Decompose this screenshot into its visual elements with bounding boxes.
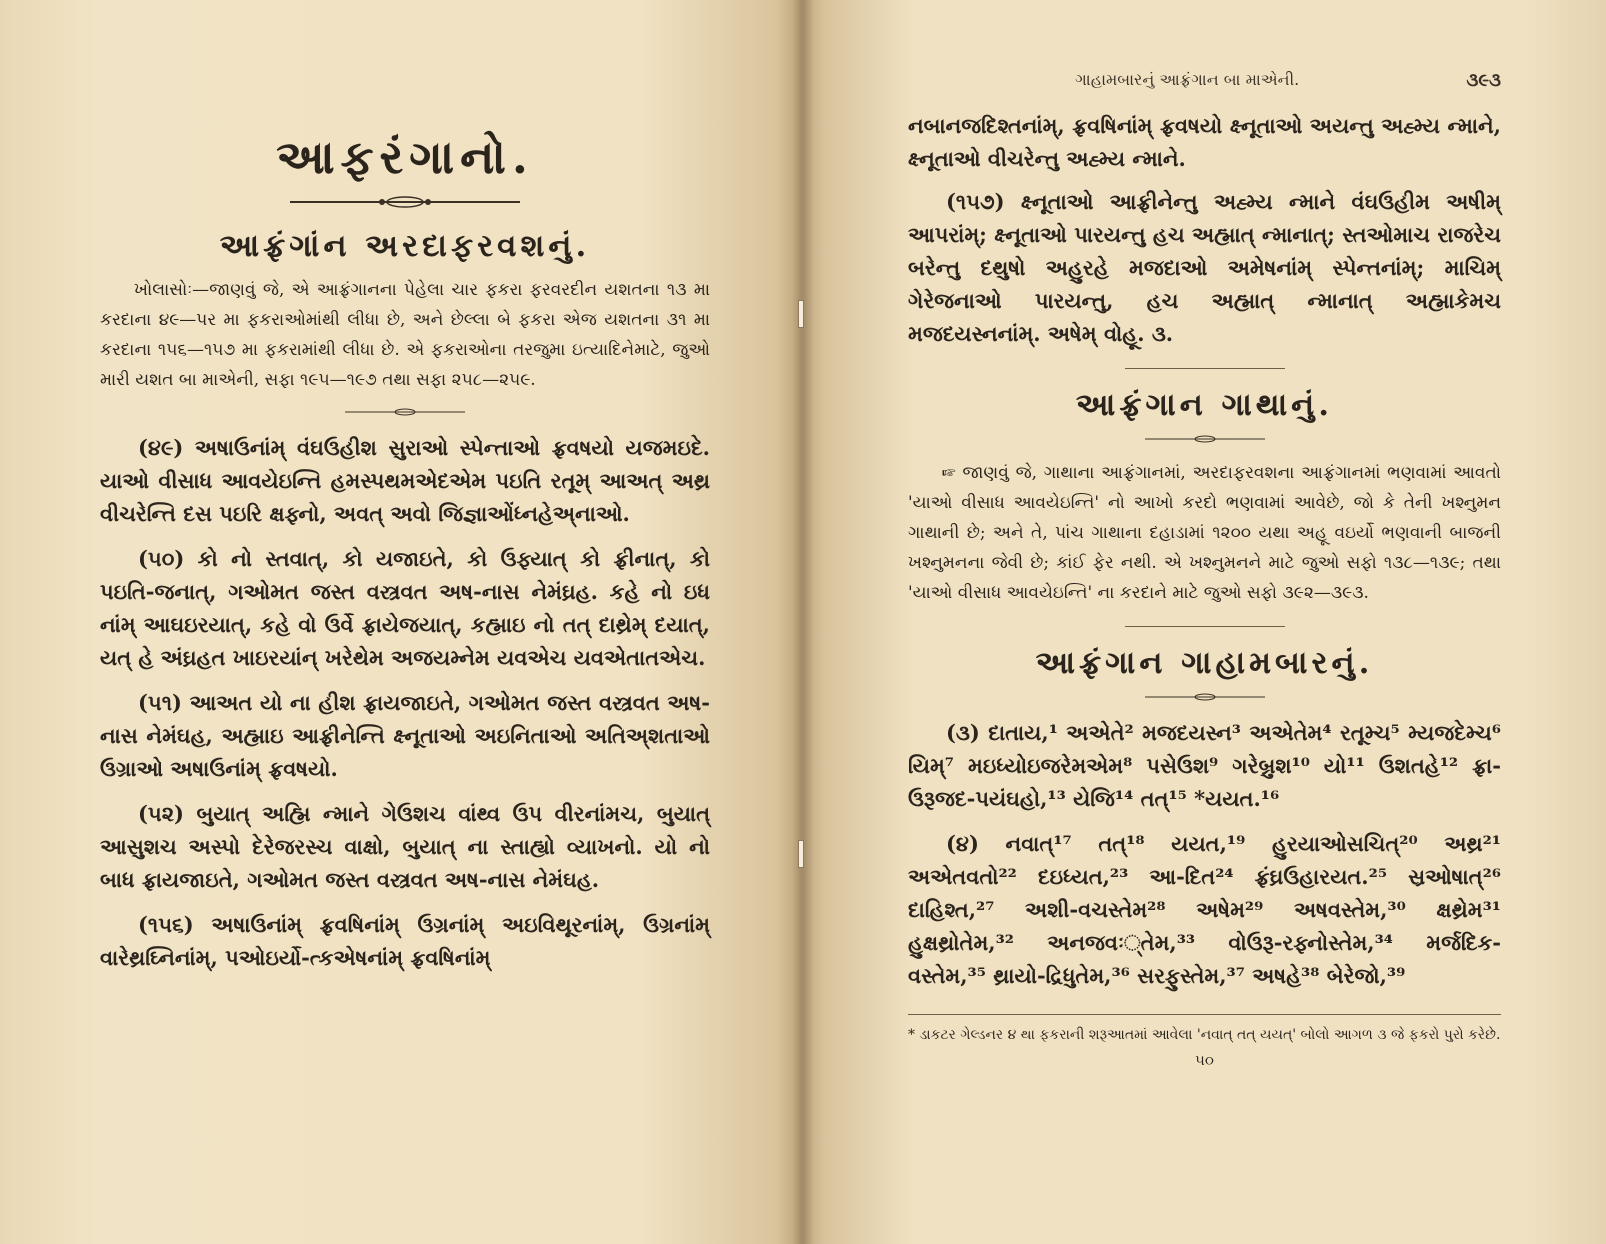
binding-stitch: [798, 840, 804, 868]
section-title-ardafravash: આફ્રંગાંન અરદાફરવશનું.: [219, 228, 591, 264]
intro-note: ખોલાસોઃ—જાણવું જે, એ આફ્રંગાનના પેહેલા ચાર ફકરા ફરવરદીન યશતના ૧૩ મા કરદાના ૪૯—પર મા ફકરાઓમાંથી લીધા છે, અને છેલ્લા બે ફકરા એજ યશતના ૩૧ મા કરદાના ૧૫૬—૧૫૭ મા ફકરામાંથી લીધા છે. એ ફકરાઓના તરજુમા ઇત્યાદિનેમાટે, જુઓ મારી યશત બા માએની, સફા ૧૯૫—૧૯૭ તથા સફા ૨૫૮—૨૫૯.: [100, 280, 710, 390]
left-page: [0, 0, 800, 1244]
gatha-note: ☞ જાણવું જે, ગાથાના આફ્રંગાનમાં, અરદાફરવશના આફ્રંગાનમાં ભણવામાં આવતો 'યાઓ વીસાધ આવયેઇન્તિ' નો આખો કરદો ભણવામાં આવેછે, જો કે તેની ખશ્નુમન ગાથાની છે; અને તે, પાંચ ગાથાના દહાડામાં ૧૨૦૦ યથા અહૂ વઇર્યો ભણવાની બાજની ખશ્નુમનના જેવી છે; કાંઈ ફેર નથી. એ ખશ્નુમનને માટે જુઓ સફો ૧૩૮—૧૩૯; તથા 'યાઓ વીસાધ આવયેઇન્તિ' ના કરદાને માટે જુઓ સફો ૩૯૨—૩૯૩.: [908, 463, 1501, 603]
verse-156-continued: નબાનજદિશ્તનાંમ્, ફ્રવષિનાંમ્ ફ્રવષયો ક્ષ્નૂતાઓ અયન્તુ અહ્મ્ય ન્માને, ક્ષ્નૂતાઓ વીચરેન્તુ અહ્મ્ય ન્માને.: [908, 113, 1501, 171]
small-ornament: [345, 407, 465, 417]
footnote-rule: [908, 1014, 1501, 1015]
divider-rule: [1125, 368, 1285, 369]
binding-stitch: [798, 300, 804, 328]
chapter-title: આફરંગાનો.: [276, 130, 534, 184]
verse-50: (૫૦) કો નો સ્તવાત્, કો યજાઇતે, કો ઉફ્યાત્ કો ફ્રીનાત્, કો પઇતિ-જનાત્, ગઓમત જસ્ત વસ્ત્રવત અષ-નાસ નેમંઘ્રહ. કહે નો ઇધ નાંમ્ આઘઇરયાત્, કહે વો ઉર્વે ફ્રાયેજયાત્, કહ્માઇ નો તત્ દાથ્રેમ્ દયાત્, યત્ હે અંઘ્રહત ખાઇરયાંન્ ખરેથેમ અજયમ્નેમ યવએચ યવએતાતએચ.: [100, 546, 710, 670]
ornament-divider: [290, 194, 520, 210]
footnote: * ડાકટર ગેલ્ડનર ૪ થા ફકરાની શરૂઆતમાં આવેલા 'નવાત્ તત્ યયત્' બોલો આગળ ૩ જે ફકરો પુરો કરેછે.: [908, 1027, 1501, 1043]
running-head: ગાહામબારનું આફ્રંગાન બા માએની.: [1075, 70, 1300, 89]
divider-rule: [1125, 626, 1285, 627]
section-title-gahambar: આફ્રંગાન ગાહામબારનું.: [1035, 645, 1374, 681]
verse-52: (૫૨) બુયાત્ અહ્મિ ન્માને ગેઉશચ વાંથ્વ ઉપ વીરનાંમચ, બુયાત્ આસુશચ અસ્પો દેરેજરસ્ચ વાક્ષો, બુયાત્ ના સ્તાહ્યો વ્યાખનો. યો નો બાધ ફ્રાયજાઇતે, ગઓમત જસ્ત વસ્ત્રવત અષ-નાસ નેમંઘહ.: [100, 801, 710, 892]
verse-49: (૪૯) અષાઉનાંમ્ વંઘઉહીશ સુરાઓ સ્પેન્તાઓ ફ્રવષયો યજમઇદે. યાઓ વીસાધ આવયેઇન્તિ હમસ્પથમએદએમ પઇતિ રતૂમ્ આઅત્ અથ્ર વીચરેન્તિ દસ પઇરિ ક્ષફ્નો, અવત્ અવો જિજ્ઞાઓંધ્નહેઅ્નાઓ.: [100, 435, 710, 526]
verse-51: (૫૧) આઅત યો ના હીશ ફ્રાયજાઇતે, ગઓમત જસ્ત વસ્ત્રવત અષ-નાસ નેમંઘહ, અહ્માઇ આફ્રીનેન્તિ ક્ષ્નૂતાઓ અઇનિતાઓ અતિઅ્શતાઓ ઉગ્રાઓ અષાઉનાંમ્ ફ્રવષયો.: [100, 690, 710, 781]
signature-mark: ૫૦: [1195, 1051, 1214, 1069]
page-number: ૩૯૩: [1466, 70, 1501, 91]
running-header: [908, 70, 1501, 91]
verse-3: (૩) દાતાય,¹ અએતે² મજદયસ્ન³ અએતેમ⁴ રતૂમ્ચ⁵ મ્યજદેમ્ચ⁶ યિમ્⁷ મઇધ્યોઇજરેમએમ⁸ પસેઉશ⁹ ગરેબ્રુશ¹⁰ યો¹¹ ઉશતહે¹² ફ્રા-ઉરૂજદ-પયંઘહો,¹³ યેજિ¹⁴ તત્¹⁵ *યયત.¹⁶: [908, 720, 1501, 811]
small-ornament: [1145, 434, 1265, 444]
verse-156: (૧૫૬) અષાઉનાંમ્ ફ્રવષિનાંમ્ ઉગ્રનાંમ્ અઇવિથૂરનાંમ્, ઉગ્રનાંમ્ વારેથ્રઘ્નિનાંમ્, પઓઇર્યો-ત્કએષનાંમ્ ફ્રવષિનાંમ્: [100, 912, 710, 970]
small-ornament: [1145, 692, 1265, 702]
verse-157: (૧૫૭) ક્ષ્નૂતાઓ આફ્રીનેન્તુ અહ્મ્ય ન્માને વંઘઉહીમ અષીમ્ આપરાંમ્; ક્ષ્નૂતાઓ પારયન્તુ હચ અહ્માત્ ન્માનાત્; સ્તઓમાચ રાજરેચ બરેન્તુ દથુષો અહુરહે મજદાઓ અમેષનાંમ્ સ્પેન્તનાંમ્; માચિમ્ ગેરેજનાઓ પારયન્તુ, હચ અહ્માત્ ન્માનાત્ અહ્માકેમચ મજદયસ્નનાંમ્. અષેમ્ વોહૂ. ૩.: [908, 189, 1501, 346]
section-title-gatha: આફ્રંગાન ગાથાનું.: [1075, 387, 1334, 423]
right-page: [800, 0, 1606, 1244]
binding-fold: [792, 0, 814, 1244]
verse-4: (૪) નવાત્¹⁷ તત્¹⁸ યયત,¹⁹ હુરયાઓસચિત્²⁰ અથ્ર²¹ અએતવતો²² દઇધ્યત,²³ આ-દિત²⁴ ફ્રંઘ્રઉહારયત.²⁵ સ્રઓષાત્²⁶ દાહિશ્ત,²⁷ અશી-વચસ્તેમ²⁸ અષેમ²⁹ અષવસ્તેમ,³⁰ ક્ષથ્રેમ³¹ હુક્ષથ્રોતેમ,³² અનજવઃ્તેમ,³³ વોઉરૂ-રફ્નોસ્તેમ,³⁴ મર્જદિક-વસ્તેમ,³⁵ થ્રાયો-દ્રિધુતેમ,³⁶ સરફુસ્તેમ,³⁷ અષહે³⁸ બેરેજો,³⁹: [908, 831, 1501, 988]
